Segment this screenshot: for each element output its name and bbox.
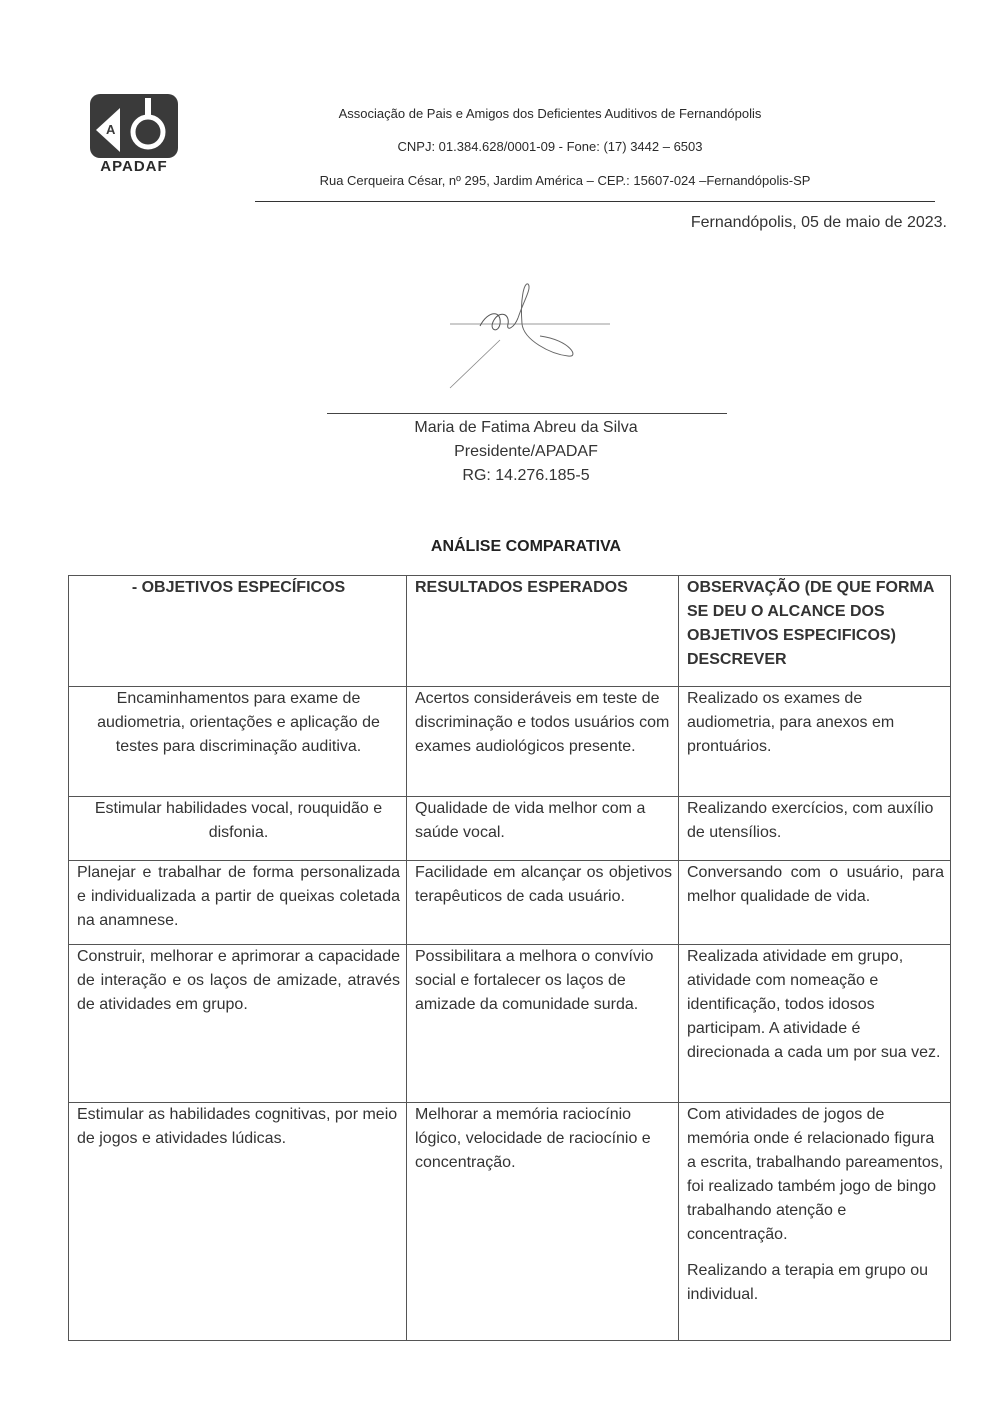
logo-emblem bbox=[90, 94, 178, 158]
observation-cell bbox=[679, 1103, 951, 1341]
logo-glyph: A bbox=[106, 122, 116, 137]
comparative-table bbox=[68, 575, 951, 1341]
table-row bbox=[69, 861, 951, 945]
signature-line bbox=[327, 413, 727, 414]
header-expected-results: RESULTADOS ESPERADOS bbox=[407, 576, 679, 687]
table-row bbox=[69, 945, 951, 1103]
table-header-row bbox=[69, 576, 951, 687]
signer-rg: RG: 14.276.185-5 bbox=[462, 467, 590, 484]
observation-cell: Realizando exercícios, com auxílio de utensílios. bbox=[679, 797, 951, 861]
header-objectives: - OBJETIVOS ESPECÍFICOS bbox=[69, 576, 407, 687]
objective-cell: Planejar e trabalhar de forma personalizada e individualizada a partir de queixas coletada na anamnese. bbox=[69, 861, 407, 945]
cnpj-phone: CNPJ: 01.384.628/0001-09 - Fone: (17) 3442 – 6503 bbox=[397, 139, 703, 154]
expected-result-cell: Acertos consideráveis em teste de discriminação e todos usuários com exames audiológicos presente. bbox=[407, 687, 679, 797]
handwritten-signature bbox=[440, 280, 620, 395]
observation-cell: Realizado os exames de audiometria, para anexos em prontuários. bbox=[679, 687, 951, 797]
observation-paragraph: Realizando a terapia em grupo ou individual. bbox=[687, 1262, 929, 1303]
apadaf-logo bbox=[86, 94, 182, 178]
signer-name: Maria de Fatima Abreu da Silva bbox=[414, 419, 638, 436]
objective-cell: Construir, melhorar e aprimorar a capacidade de interação e os laços de amizade, através de atividades em grupo. bbox=[69, 945, 407, 1103]
header-divider bbox=[255, 201, 935, 202]
address: Rua Cerqueira César, nº 295, Jardim América – CEP.: 15607-024 –Fernandópolis-SP bbox=[319, 173, 811, 188]
header-observation: OBSERVAÇÃO (DE QUE FORMA SE DEU O ALCANCE DOS OBJETIVOS ESPECIFICOS) DESCREVER bbox=[679, 576, 951, 687]
table-row bbox=[69, 687, 951, 797]
objective-cell: Encaminhamentos para exame de audiometria, orientações e aplicação de testes para discriminação auditiva. bbox=[69, 687, 407, 797]
objective-cell: Estimular as habilidades cognitivas, por meio de jogos e atividades lúdicas. bbox=[69, 1103, 407, 1341]
objective-cell: Estimular habilidades vocal, rouquidão e disfonia. bbox=[69, 797, 407, 861]
expected-result-cell: Possibilitara a melhora o convívio social e fortalecer os laços de amizade da comunidade surda. bbox=[407, 945, 679, 1103]
expected-result-cell: Qualidade de vida melhor com a saúde vocal. bbox=[407, 797, 679, 861]
observation-cell: Conversando com o usuário, para melhor qualidade de vida. bbox=[679, 861, 951, 945]
table-row bbox=[69, 1103, 951, 1341]
logo-text: APADAF bbox=[100, 158, 168, 175]
observation-cell: Realizada atividade em grupo, atividade com nomeação e identificação, todos idosos participam. A atividade é direcionada a cada um por sua vez. bbox=[679, 945, 951, 1103]
expected-result-cell: Facilidade em alcançar os objetivos terapêuticos de cada usuário. bbox=[407, 861, 679, 945]
date-line: Fernandópolis, 05 de maio de 2023. bbox=[690, 214, 947, 231]
association-name: Associação de Pais e Amigos dos Deficientes Auditivos de Fernandópolis bbox=[338, 106, 762, 121]
expected-result-cell: Melhorar a memória raciocínio lógico, velocidade de raciocínio e concentração. bbox=[407, 1103, 679, 1341]
document-title: ANÁLISE COMPARATIVA bbox=[430, 538, 622, 555]
ear-emblem-icon bbox=[90, 94, 178, 158]
table-row bbox=[69, 797, 951, 861]
signer-role: Presidente/APADAF bbox=[454, 443, 598, 460]
observation-paragraph: Com atividades de jogos de memória onde é relacionado figura a escrita, trabalhando pareamentos, foi realizado também jogo de bingo trabalhando atenção e concentração. bbox=[687, 1106, 944, 1243]
